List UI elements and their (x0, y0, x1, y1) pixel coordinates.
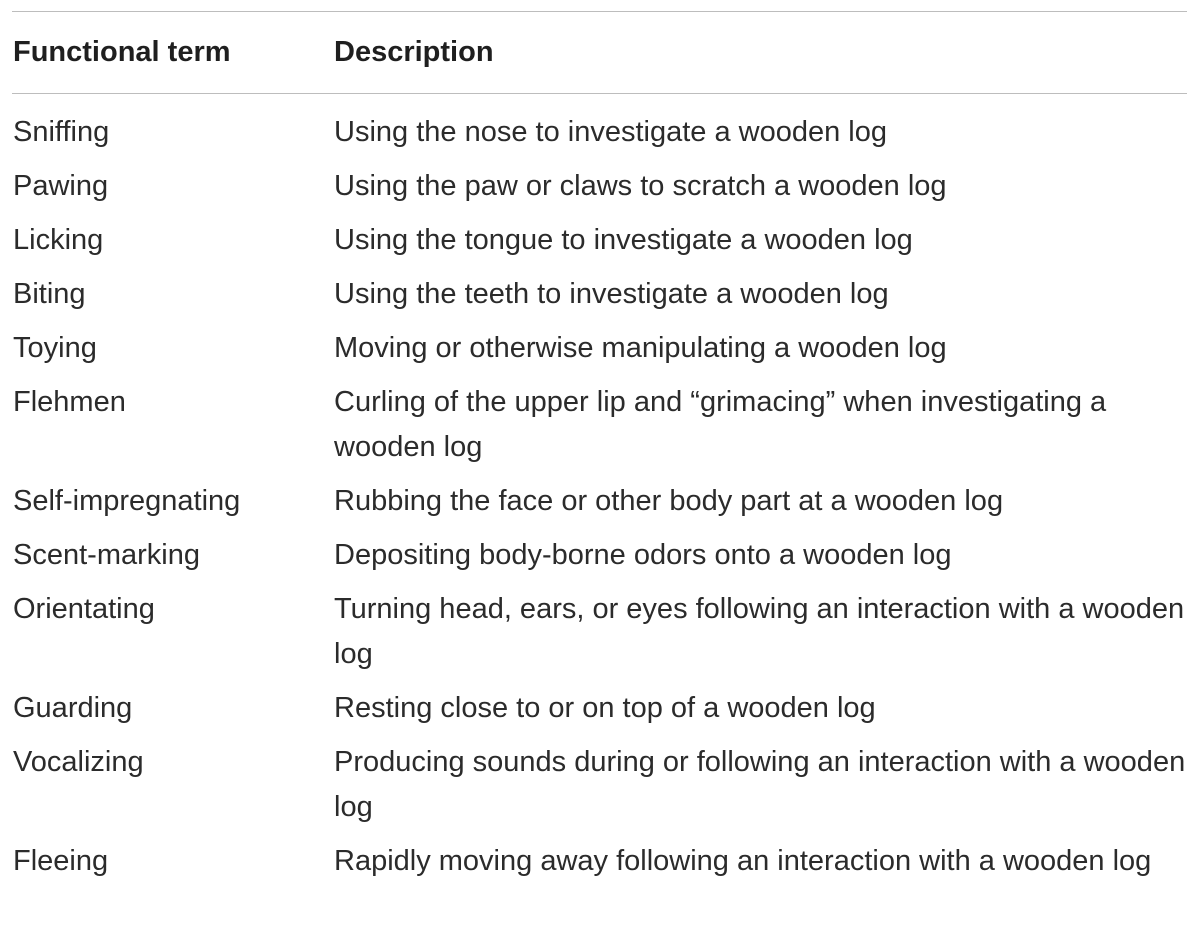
table-row (12, 686, 1187, 731)
description-cell: Using the teeth to investigate a wooden log (334, 278, 889, 310)
term-cell: Licking (13, 224, 104, 256)
term-cell: Biting (13, 278, 86, 310)
table-row (12, 479, 1187, 524)
table-row (12, 587, 1187, 677)
header-functional-term: Functional term (13, 36, 231, 68)
description-cell: Resting close to or on top of a wooden log (334, 692, 876, 724)
term-cell: Sniffing (13, 116, 110, 148)
table-row (12, 839, 1187, 884)
description-cell: Moving or otherwise manipulating a wooden log (334, 332, 947, 364)
table-row (12, 380, 1187, 470)
description-cell: Producing sounds during or following an interaction with a wooden log (334, 746, 1186, 823)
table-row (12, 164, 1187, 209)
description-cell: Using the tongue to investigate a wooden log (334, 224, 913, 256)
term-cell: Toying (13, 332, 97, 364)
header-description: Description (334, 36, 494, 68)
table-row (12, 272, 1187, 317)
table-row (12, 218, 1187, 263)
description-cell: Using the paw or claws to scratch a wooden log (334, 170, 947, 202)
term-cell: Self-impregnating (13, 485, 241, 517)
term-cell: Guarding (13, 692, 133, 724)
description-cell: Rubbing the face or other body part at a wooden log (334, 485, 1004, 517)
table-body (12, 110, 1187, 893)
description-cell: Rapidly moving away following an interaction with a wooden log (334, 845, 1152, 877)
term-cell: Orientating (13, 593, 155, 625)
table-header-rule (12, 93, 1187, 94)
description-cell: Depositing body-borne odors onto a wooden log (334, 539, 952, 571)
description-cell: Turning head, ears, or eyes following an interaction with a wooden log (334, 593, 1185, 670)
table-row (12, 110, 1187, 155)
term-cell: Flehmen (13, 386, 126, 418)
term-cell: Pawing (13, 170, 109, 202)
table-row (12, 326, 1187, 371)
term-cell: Fleeing (13, 845, 109, 877)
table-row (12, 740, 1187, 830)
term-cell: Scent-marking (13, 539, 200, 571)
table-row (12, 533, 1187, 578)
description-cell: Curling of the upper lip and “grimacing” when investigating a wooden log (334, 386, 1107, 463)
term-cell: Vocalizing (13, 746, 144, 778)
description-cell: Using the nose to investigate a wooden log (334, 116, 887, 148)
table-top-rule (12, 11, 1187, 12)
